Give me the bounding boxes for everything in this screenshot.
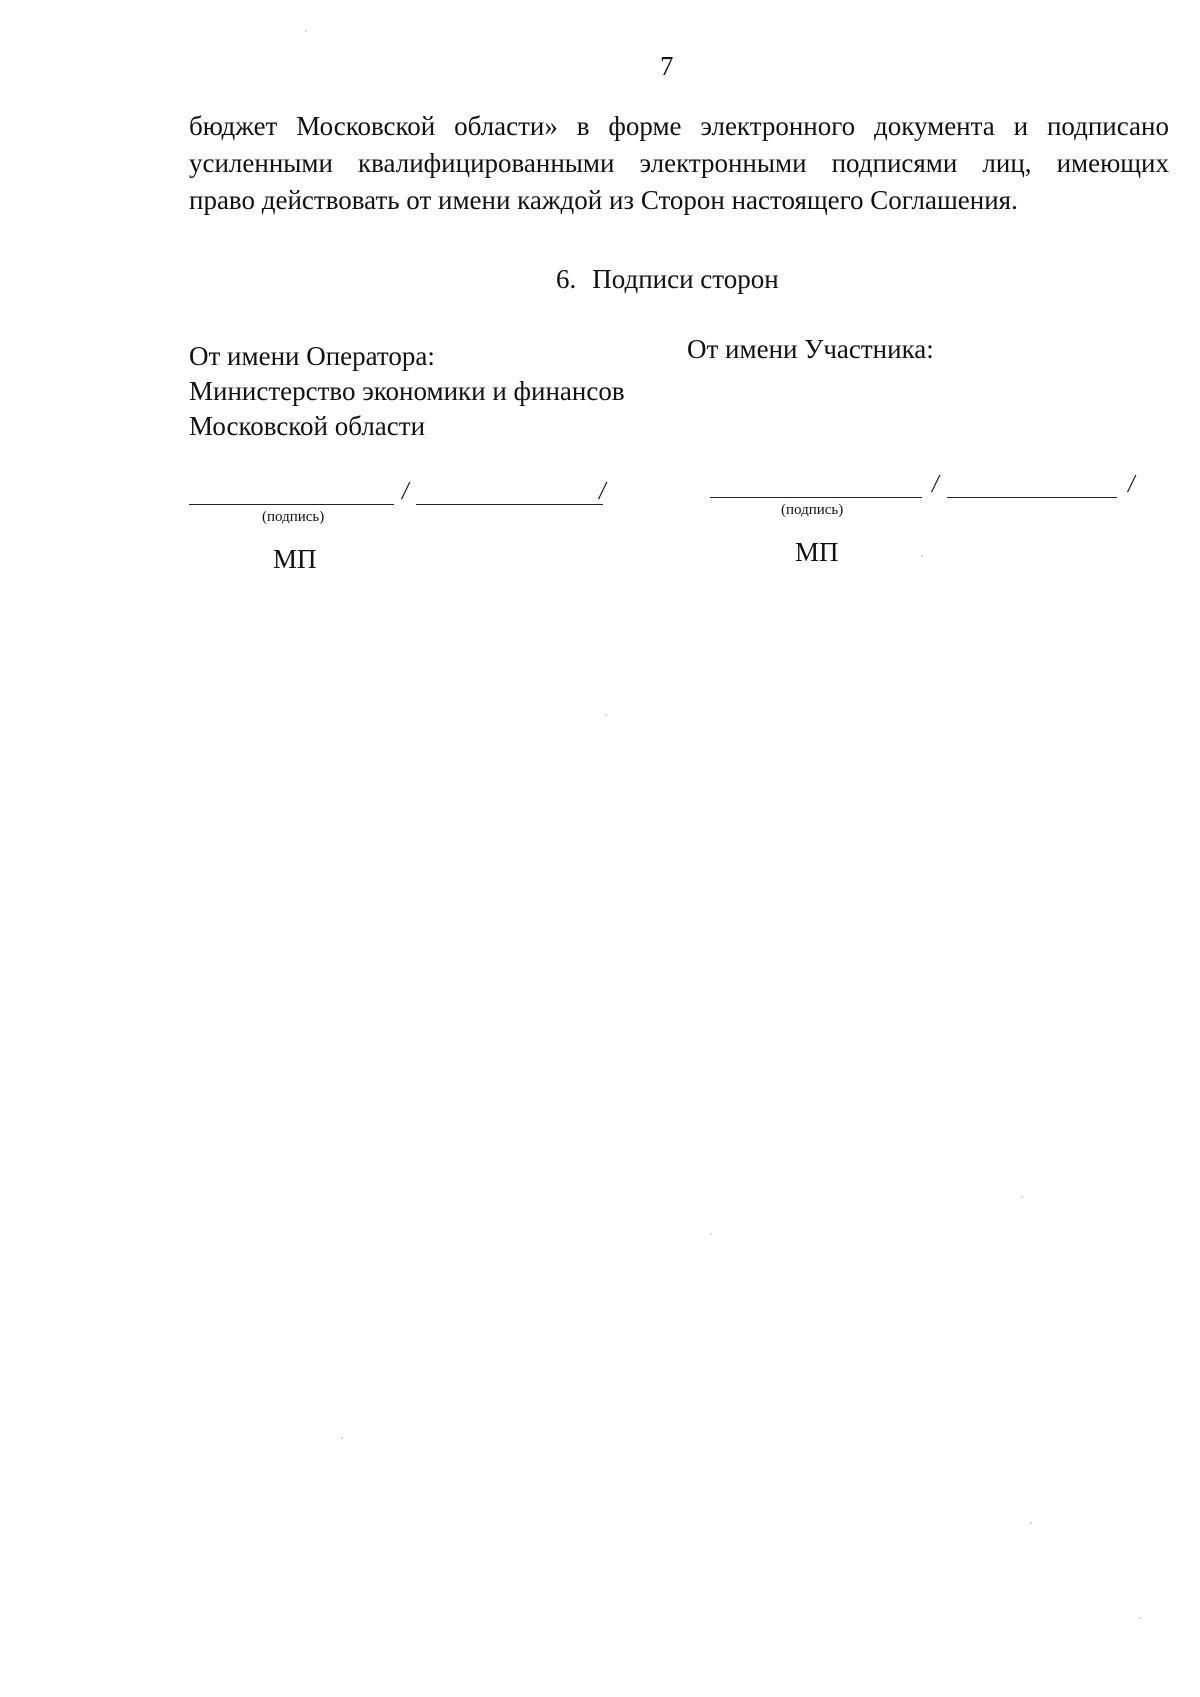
operator-signature-end-slash: / — [597, 476, 609, 505]
participant-signature-separator: / — [930, 469, 942, 498]
operator-seal-mark: МП — [273, 544, 317, 574]
scan-speck — [305, 30, 307, 32]
operator-signature-line — [189, 476, 619, 506]
scan-speck — [341, 1437, 343, 1439]
participant-signature-blank — [710, 497, 922, 498]
scan-speck — [1139, 1617, 1141, 1619]
scan-speck — [1030, 1522, 1032, 1524]
operator-name-blank — [416, 504, 603, 505]
participant-signature-caption: (подпись) — [781, 502, 844, 518]
page-number: 7 — [660, 51, 674, 81]
section-number: 6. — [556, 264, 577, 294]
operator-signature-caption: (подпись) — [262, 509, 325, 525]
body-line-2: усиленными квалифицированными электронными подписями лиц, имеющих — [189, 148, 1169, 178]
body-paragraph — [189, 108, 1169, 219]
scan-speck — [605, 714, 607, 716]
participant-signature-line — [710, 469, 1140, 499]
participant-signature-end-slash: / — [1126, 469, 1138, 498]
participant-block — [687, 332, 1167, 367]
operator-signature-separator: / — [400, 476, 412, 505]
operator-name-line-2: Московской области — [189, 411, 426, 441]
section-title: Подписи сторон — [592, 264, 779, 294]
participant-heading: От имени Участника: — [687, 334, 934, 364]
operator-block — [189, 339, 669, 444]
operator-heading: От имени Оператора: — [189, 341, 435, 371]
participant-seal-mark: МП — [795, 537, 839, 567]
operator-signature-blank — [189, 504, 394, 505]
participant-name-blank — [947, 497, 1117, 498]
scan-speck — [710, 1233, 712, 1235]
scan-speck — [921, 555, 923, 557]
scan-speck — [1021, 1196, 1023, 1198]
operator-name-line-1: Министерство экономики и финансов — [189, 376, 625, 406]
body-line-3: право действовать от имени каждой из Сторон настоящего Соглашения. — [189, 185, 1018, 215]
section-heading — [556, 262, 779, 296]
body-line-1: бюджет Московской области» в форме электронного документа и подписано — [189, 111, 1169, 141]
